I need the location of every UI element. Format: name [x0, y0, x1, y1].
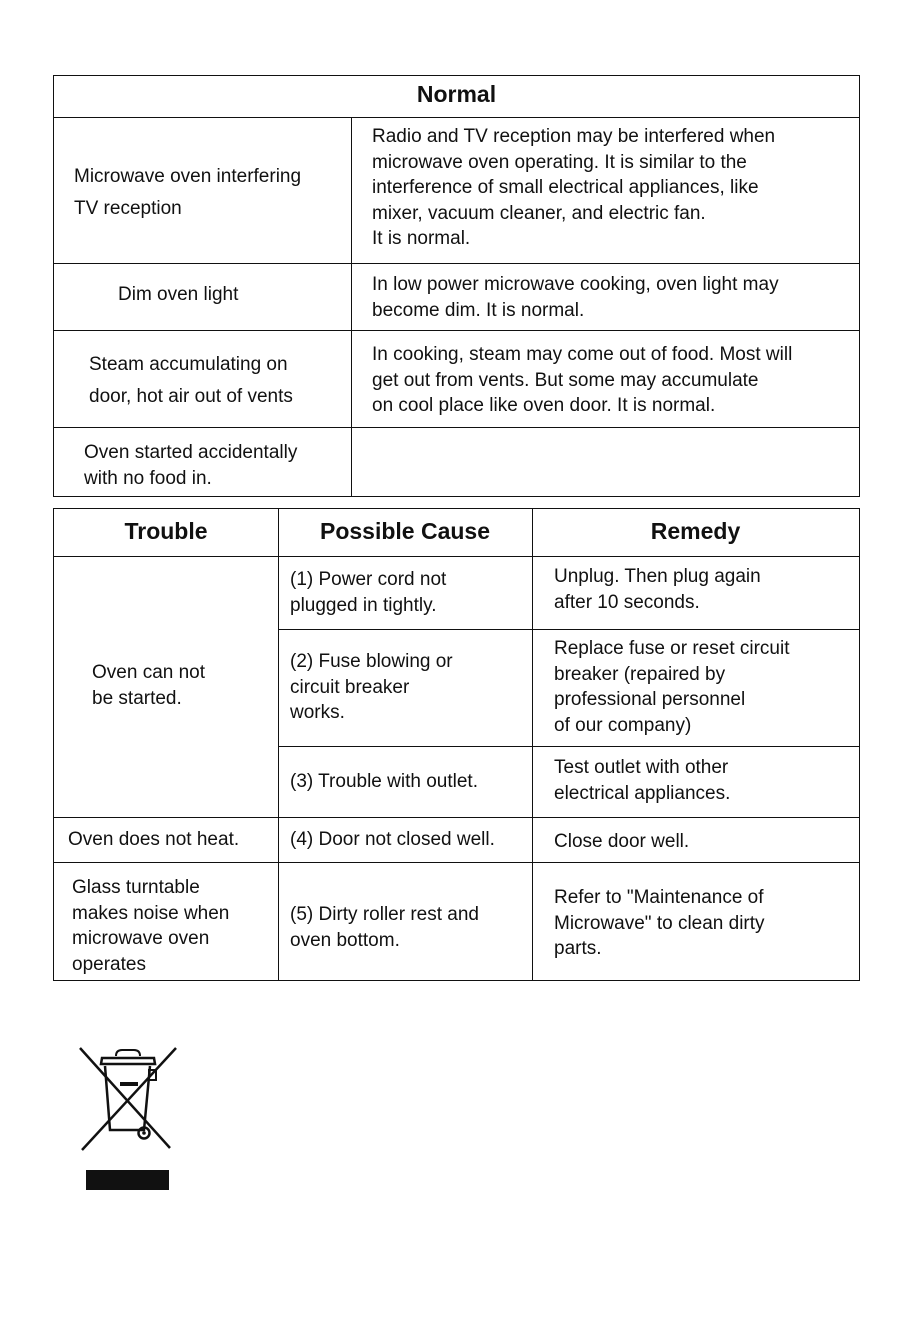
cause-2: (2) Fuse blowing or circuit breaker works.: [290, 651, 453, 723]
normal-explanation-1: Radio and TV reception may be interfered when microwave oven operating. It is similar to the interference of small electrical appliances, like mixer, vacuum cleaner, and electric fan. It is normal.: [372, 126, 776, 249]
cause-3: (3) Trouble with outlet.: [290, 771, 478, 792]
remedy-2: Replace fuse or reset circuit breaker (repaired by professional personnel of our company): [554, 638, 790, 736]
crossed-out-wheelie-bin-icon: [72, 1040, 184, 1160]
trouble-1: Oven can not be started.: [92, 662, 206, 709]
cause-1: (1) Power cord not plugged in tightly.: [290, 569, 447, 616]
cause-4: (4) Door not closed well.: [290, 829, 495, 850]
trouble-table: [53, 508, 860, 981]
normal-explanation-2: In low power microwave cooking, oven light may become dim. It is normal.: [372, 274, 779, 321]
remedy-3: Test outlet with other electrical appliances.: [554, 757, 731, 804]
trouble-2: Oven does not heat.: [68, 829, 240, 850]
trouble-3: Glass turntable makes noise when microwave oven operates: [72, 877, 230, 975]
normal-symptom-3: Steam accumulating on door, hot air out of vents: [89, 354, 293, 407]
header-possible-cause: Possible Cause: [319, 518, 491, 544]
remedy-4: Close door well.: [554, 831, 690, 852]
weee-black-bar: [86, 1170, 169, 1190]
normal-title: Normal: [416, 81, 497, 107]
cause-5: (5) Dirty roller rest and oven bottom.: [290, 904, 479, 951]
normal-symptom-4: Oven started accidentally with no food in.: [84, 442, 298, 489]
normal-table: [53, 75, 860, 497]
normal-symptom-1: Microwave oven interfering TV reception: [74, 166, 302, 219]
remedy-1: Unplug. Then plug again after 10 seconds.: [554, 566, 761, 613]
header-remedy: Remedy: [650, 518, 741, 544]
normal-explanation-3: In cooking, steam may come out of food. Most will get out from vents. But some may accumulate on cool place like oven door. It is normal.: [372, 344, 793, 416]
header-trouble: Trouble: [124, 518, 208, 544]
remedy-5: Refer to "Maintenance of Microwave" to clean dirty parts.: [554, 887, 765, 959]
normal-symptom-2: Dim oven light: [118, 284, 239, 305]
